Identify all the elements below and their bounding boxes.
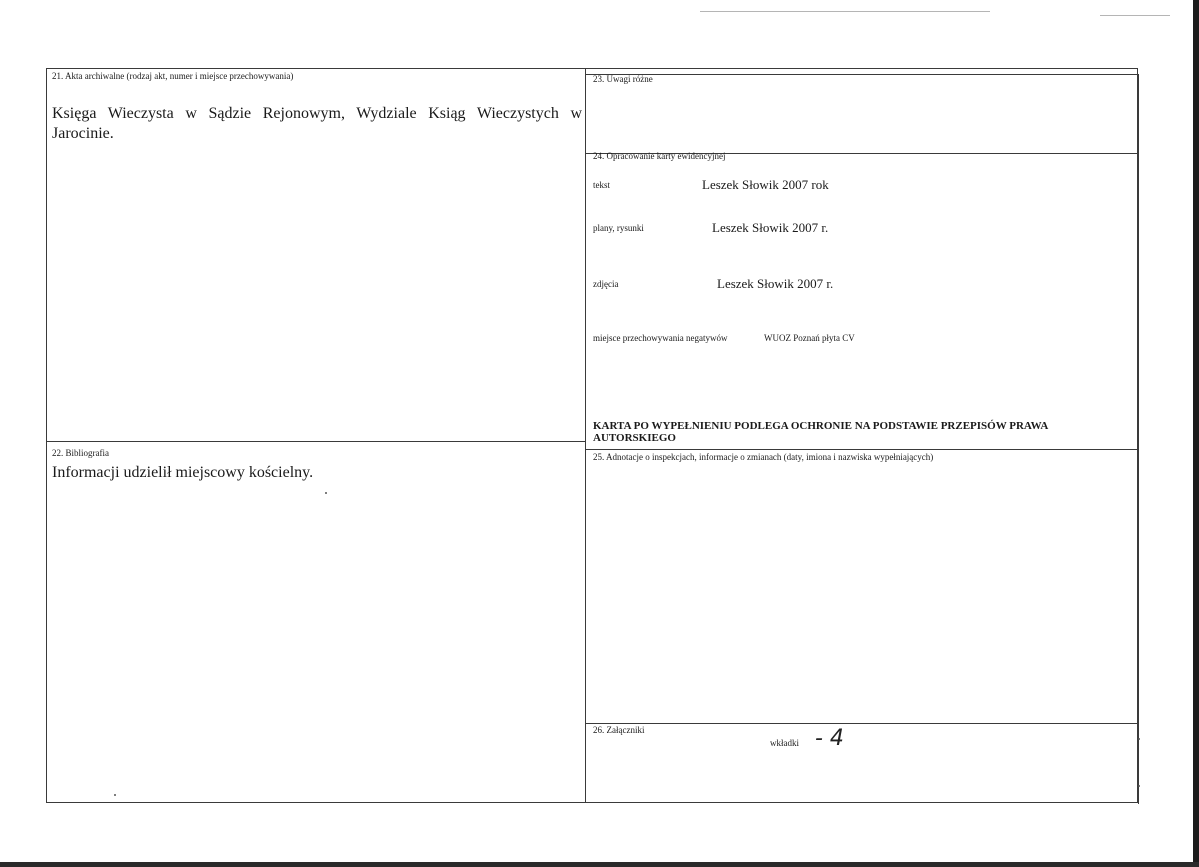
right-column-border: [1138, 74, 1139, 804]
left-mid-rule: [46, 441, 586, 442]
copyright-notice-line1: KARTA PO WYPEŁNIENIU PODLEGA OCHRONIE NA PODSTAWIE PRZEPISÓW PRAWA: [593, 420, 1049, 432]
rule-26: [585, 723, 1139, 724]
scan-speck: [325, 492, 327, 494]
field-24-zdjecia-value: Leszek Słowik 2007 r.: [717, 276, 834, 291]
field-24-tekst-label: tekst: [593, 180, 610, 190]
field-21-value-line1: Księga Wieczysta w Sądzie Rejonowym, Wydziale Ksiąg Wieczystych w: [52, 105, 582, 122]
field-24-plany-value: Leszek Słowik 2007 r.: [712, 220, 829, 235]
field-22-value: Informacji udzielił miejscowy kościelny.: [52, 464, 314, 481]
page-edge-right: [1193, 0, 1199, 867]
copyright-notice-line2: AUTORSKIEGO: [593, 432, 676, 444]
field-24-label: 24. Opracowanie karty ewidencyjnej: [593, 151, 726, 161]
field-22-label: 22. Bibliografia: [52, 448, 109, 458]
scan-speck: [1138, 785, 1140, 787]
field-26-wkladki-label: wkładki: [770, 738, 799, 748]
top-scan-line: [700, 11, 990, 12]
right-top-rule: [585, 74, 1139, 75]
field-21-value-line2: Jarocinie.: [52, 125, 114, 142]
field-24-tekst-value: Leszek Słowik 2007 rok: [702, 177, 829, 192]
scan-speck: [114, 794, 116, 796]
field-24-negatywy-label: miejsce przechowywania negatywów: [593, 333, 728, 343]
field-21-label: 21. Akta archiwalne (rodzaj akt, numer i miejsce przechowywania): [52, 71, 294, 81]
field-25-label: 25. Adnotacje o inspekcjach, informacje o zmianach (daty, imiona i nazwiska wypełniających): [593, 452, 934, 462]
page-edge-bottom: [0, 862, 1199, 867]
top-scan-line-right: [1100, 15, 1170, 16]
field-24-plany-label: plany, rysunki: [593, 223, 644, 233]
rule-25: [585, 449, 1139, 450]
field-23-label: 23. Uwagi różne: [593, 74, 653, 84]
field-24-zdjecia-label: zdjęcia: [593, 279, 619, 289]
middle-divider: [585, 68, 586, 803]
scan-speck: [1138, 738, 1140, 740]
field-26-label: 26. Załączniki: [593, 725, 645, 735]
field-26-wkladki-value: - 4: [815, 726, 844, 751]
field-24-negatywy-value: WUOZ Poznań płyta CV: [764, 333, 855, 343]
form-frame: [46, 68, 1138, 803]
